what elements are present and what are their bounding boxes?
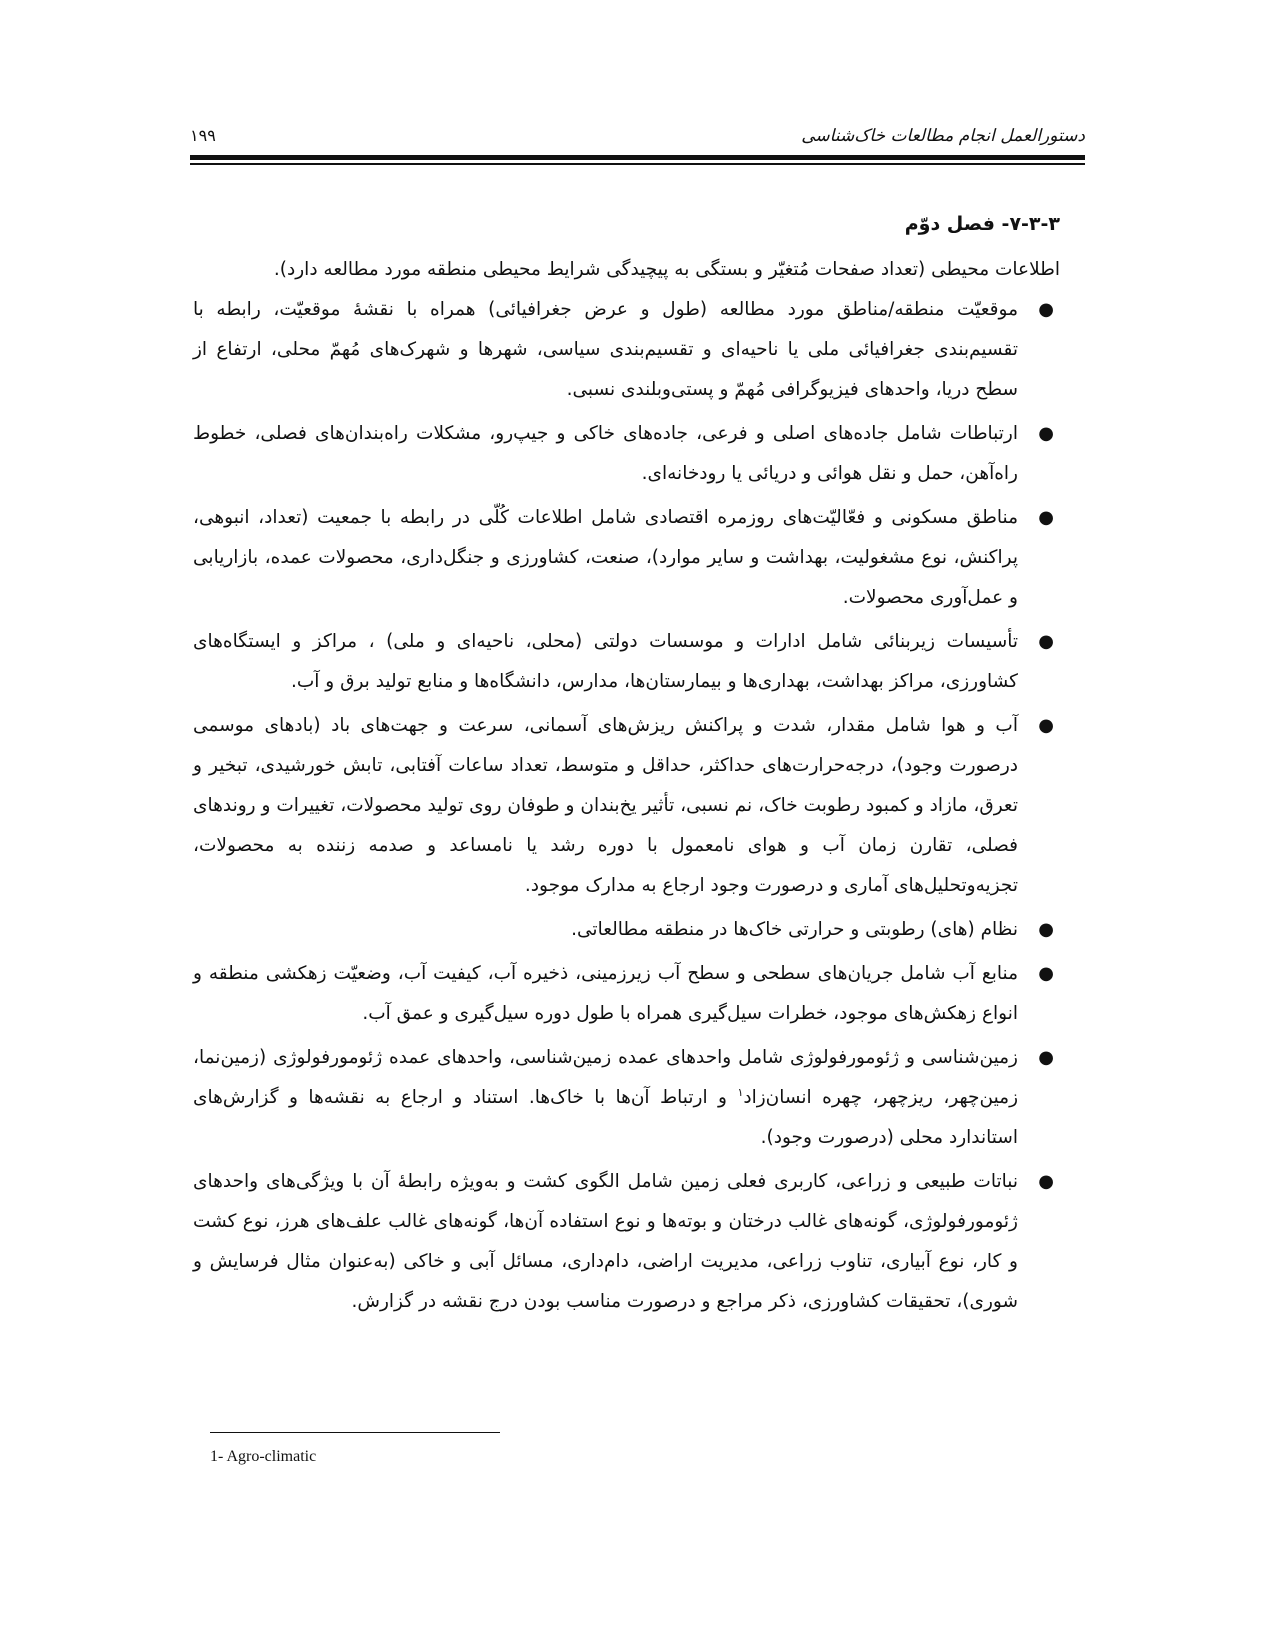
page-body — [193, 210, 1060, 1326]
list-item-text: نظام (های) رطوبتی و حرارتی خاک‌ها در منطقه مطالعاتی. — [571, 919, 1018, 940]
list-item — [193, 1162, 1060, 1322]
footnote-marker: ۱ — [737, 1085, 744, 1099]
list-item — [193, 706, 1060, 906]
bullet-icon: ● — [1038, 631, 1054, 652]
page-number: ۱۹۹ — [190, 126, 216, 145]
section-title: ۷-۳-۳- فصل دوّم — [904, 213, 1060, 235]
bullet-icon: ● — [1038, 1171, 1054, 1192]
list-item — [193, 954, 1060, 1034]
header-rule-thin — [190, 163, 1085, 165]
list-item — [193, 290, 1060, 410]
footnote: 1- Agro-climatic — [210, 1448, 317, 1465]
footnote-rule — [210, 1432, 500, 1433]
geology-text-start: زمین‌شناسی و ژئومورفولوژی شامل واحدهای عمده زمین‌شناسی، واحدهای عمده ژئومورفولوژی (زمین‌نما، زمین‌چهر، ریزچهر، چهره انسان‌زاد — [193, 1047, 1018, 1108]
page-header — [190, 126, 1085, 156]
list-item — [193, 910, 1060, 950]
section-intro: اطلاعات محیطی (تعداد صفحات مُتغیّر و بستگی به پیچیدگی شرایط محیطی منطقه مورد مطالعه دارد). — [273, 259, 1060, 280]
list-item-text: آب و هوا شامل مقدار، شدت و پراکنش ریزش‌های آسمانی، سرعت و جهت‌های باد (بادهای موسمی درصورت وجود)، درجه‌حرارت‌های حداکثر، حداقل و متوسط، تعداد ساعات آفتابی، تابش خورشیدی، تبخیر و تعرق، مازاد و کمبود رطوبت خاک، نم نسبی، تأثیر یخ‌بندان و طوفان روی تولید محصولات، تغییرات و روندهای فصلی، تقارن زمان آب و هوای نامعمول با دوره رشد یا نامساعد و صدمه زننده به محصولات، تجزیه‌وتحلیل‌های آماری و درصورت وجود ارجاع به مدارک موجود. — [193, 715, 1018, 896]
bullet-icon: ● — [1038, 507, 1054, 528]
list-item-text: ارتباطات شامل جاده‌های اصلی و فرعی، جاده‌های خاکی و جیپ‌رو، مشکلات راه‌بندان‌های فصلی، خطوط راه‌آهن، حمل و نقل هوائی و دریائی یا رودخانه‌ای. — [193, 423, 1018, 484]
list-item-text: منابع آب شامل جریان‌های سطحی و سطح آب زیرزمینی، ذخیره آب، کیفیت آب، وضعیّت زهکشی منطقه و انواع زهکش‌های موجود، خطرات سیل‌گیری همراه با طول دوره سیل‌گیری و عمق آب. — [193, 963, 1018, 1024]
running-title: دستورالعمل انجام مطالعات خاک‌شناسی — [801, 126, 1085, 146]
bullet-icon: ● — [1038, 423, 1054, 444]
list-item-text: تأسیسات زیربنائی شامل ادارات و موسسات دولتی (محلی، ناحیه‌ای و ملی) ، مراکز و ایستگاه‌های کشاورزی، مراکز بهداشت، بهداری‌ها و بیمارستان‌ها، مدارس، دانشگاه‌ها و منابع تولید برق و آب. — [193, 631, 1018, 692]
list-item — [193, 498, 1060, 618]
bullet-icon: ● — [1038, 715, 1054, 736]
bullet-list — [193, 290, 1060, 1322]
bullet-icon: ● — [1038, 963, 1054, 984]
list-item-text: نباتات طبیعی و زراعی، کاربری فعلی زمین شامل الگوی کشت و به‌ویژه رابطهٔ آن با ویژگی‌های واحدهای ژئومورفولوژی، گونه‌های غالب درختان و بوته‌ها و نوع استفاده آن‌ها، گونه‌های غالب علف‌های هرز، نوع کشت و کار، نوع آبیاری، تناوب زراعی، مدیریت اراضی، دام‌داری، مسائل آبی و خاکی (به‌عنوان مثال فرسایش و شوری)، تحقیقات کشاورزی، ذکر مراجع و درصورت مناسب بودن درج نقشه در گزارش. — [193, 1171, 1018, 1312]
list-item-text: موقعیّت منطقه/مناطق مورد مطالعه (طول و عرض جغرافیائی) همراه با نقشهٔ موقعیّت، رابطه با تقسیم‌بندی جغرافیائی ملی یا ناحیه‌ای و تقسیم‌بندی سیاسی، شهرها و شهرک‌های مُهمّ محلی، ارتفاع از سطح دریا، واحدهای فیزیوگرافی مُهمّ و پستی‌وبلندی نسبی. — [193, 299, 1018, 400]
list-item-text: مناطق مسکونی و فعّالیّت‌های روزمره اقتصادی شامل اطلاعات کُلّی در رابطه با جمعیت (تعداد، انبوهی، پراکنش، نوع مشغولیت، بهداشت و سایر موارد)، صنعت، کشاورزی و جنگل‌داری، محصولات عمده، بازاریابی و عمل‌آوری محصولات. — [193, 507, 1018, 608]
list-item — [193, 414, 1060, 494]
bullet-icon: ● — [1038, 299, 1054, 320]
bullet-icon: ● — [1038, 1047, 1054, 1068]
list-item — [193, 1038, 1060, 1158]
list-item — [193, 622, 1060, 702]
header-rule-thick — [190, 155, 1085, 160]
geology-text-end: و ارتباط آن‌ها با خاک‌ها. استناد و ارجاع به نقشه‌ها و گزارش‌های استاندارد محلی (درصورت وجود). — [193, 1087, 1018, 1148]
bullet-icon: ● — [1038, 919, 1054, 940]
